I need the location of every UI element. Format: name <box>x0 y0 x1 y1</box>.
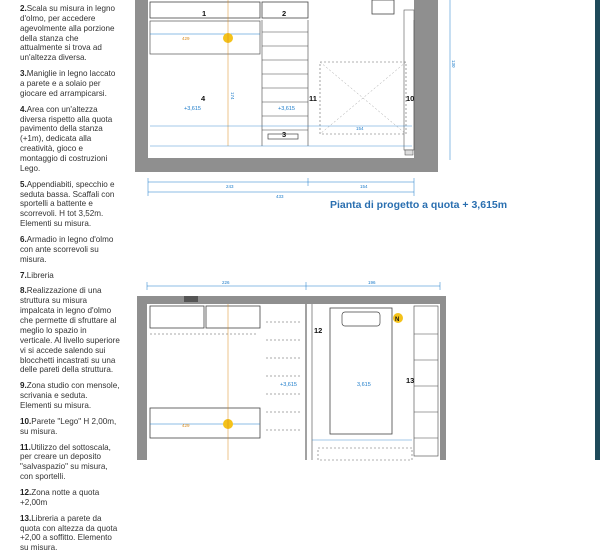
legend-item-11: 11.Utilizzo del sottoscala, per creare un deposito "salvaspazio" su misura, con sportelli. <box>20 442 111 482</box>
plan1-label-3: 3 <box>282 130 287 139</box>
legend-item-7: 7.Libreria <box>20 270 54 280</box>
plan1-dim-154: 154 <box>356 126 364 131</box>
plan2-bed <box>330 308 392 434</box>
legend-item-12: 12.Zona notte a quota +2,00m <box>20 487 100 507</box>
plan-2 <box>137 280 446 460</box>
legend-item-13: 13.Libreria a parete da quota con altezza da quota +2,00 a soffitto. Elemento su misura. <box>20 513 118 553</box>
plan1-dim-174: 174 <box>230 92 235 100</box>
plan1-wall-right <box>414 0 438 172</box>
plan2-label-12: 12 <box>314 326 323 335</box>
plan2-library <box>414 306 438 456</box>
plan1-quota-1: +3,615 <box>184 106 201 112</box>
plan2-label-n: N <box>395 317 400 323</box>
plan2-cabinet-a <box>150 306 204 328</box>
plan2-label-13: 13 <box>406 376 415 385</box>
plan1-dim-130: 130 <box>451 60 456 68</box>
plan1-wall-bottom <box>135 158 435 172</box>
plan2-dim-429: 429 <box>182 423 190 428</box>
plan1-label-4: 4 <box>201 94 206 103</box>
plan2-cabinet-b <box>206 306 260 328</box>
legend-item-8: 8.Realizzazione di una struttura su misura impalcata in legno d'olmo che permette di sfruttare al meglio lo spazio in verticale. Al livello superiore vi si accede salendo sui blocchetti incastrati su una delle pareti della struttura. <box>20 286 120 375</box>
plan2-quota-2: 3,615 <box>357 382 371 388</box>
plan1-label-2: 2 <box>282 9 287 18</box>
plan1-wall-left <box>135 0 148 172</box>
plan1-label-11: 11 <box>309 94 317 103</box>
plan2-quota-1: +3,615 <box>280 382 297 388</box>
legend-item-4: 4.Area con un'altezza diversa rispetto alla quota pavimento della stanza (+1m), dedicata alla creatività, gioco e montaggio di costruzioni Lego. <box>20 104 113 173</box>
plan-1 <box>135 0 456 199</box>
plan1-dim-243: 243 <box>226 184 234 189</box>
plan1-label-10: 10 <box>406 94 415 103</box>
legend-item-3: 3.Maniglie in legno laccato a parete e a solaio per giocare ed arrampicarsi. <box>20 69 116 98</box>
plan2-wall-top <box>137 296 441 304</box>
plan2-desk <box>150 408 260 438</box>
legend-item-5: 5.Appendiabiti, specchio e seduta bassa. Scaffali con sportelli a battente e scorrevoli. H tot 3,52m. Elementi su misura. <box>20 179 115 229</box>
plan1-dim-154b: 154 <box>360 184 368 189</box>
plan2-wall-left <box>137 296 147 460</box>
legend-item-2: 2.Scala su misura in legno d'olmo, per accedere agevolmente alla porzione della stanza che attualmente si trova ad un'altezza diversa. <box>20 4 115 63</box>
plan2-wall-right <box>440 296 446 460</box>
plan1-quota-2: +3,615 <box>278 106 295 112</box>
plan1-label-1: 1 <box>202 9 207 18</box>
plan1-title: Pianta di progetto a quota + 3,615m <box>330 199 508 211</box>
plan2-shelves <box>150 322 300 430</box>
legend-item-6: 6.Armadio in legno d'olmo con ante scorrevoli su misura. <box>20 235 114 264</box>
plan1-dim-433: 433 <box>276 194 284 199</box>
plan1-dim-429: 429 <box>182 36 190 41</box>
legend-item-10: 10.Parete "Lego" H 2,00m, su misura. <box>20 416 117 436</box>
plan2-dim-196: 196 <box>368 280 376 285</box>
plan2-pillow <box>342 312 380 326</box>
plan2-dim-226: 226 <box>222 280 230 285</box>
legend-item-9: 9.Zona studio con mensole, scrivania e seduta. Elementi su misura. <box>20 381 120 410</box>
